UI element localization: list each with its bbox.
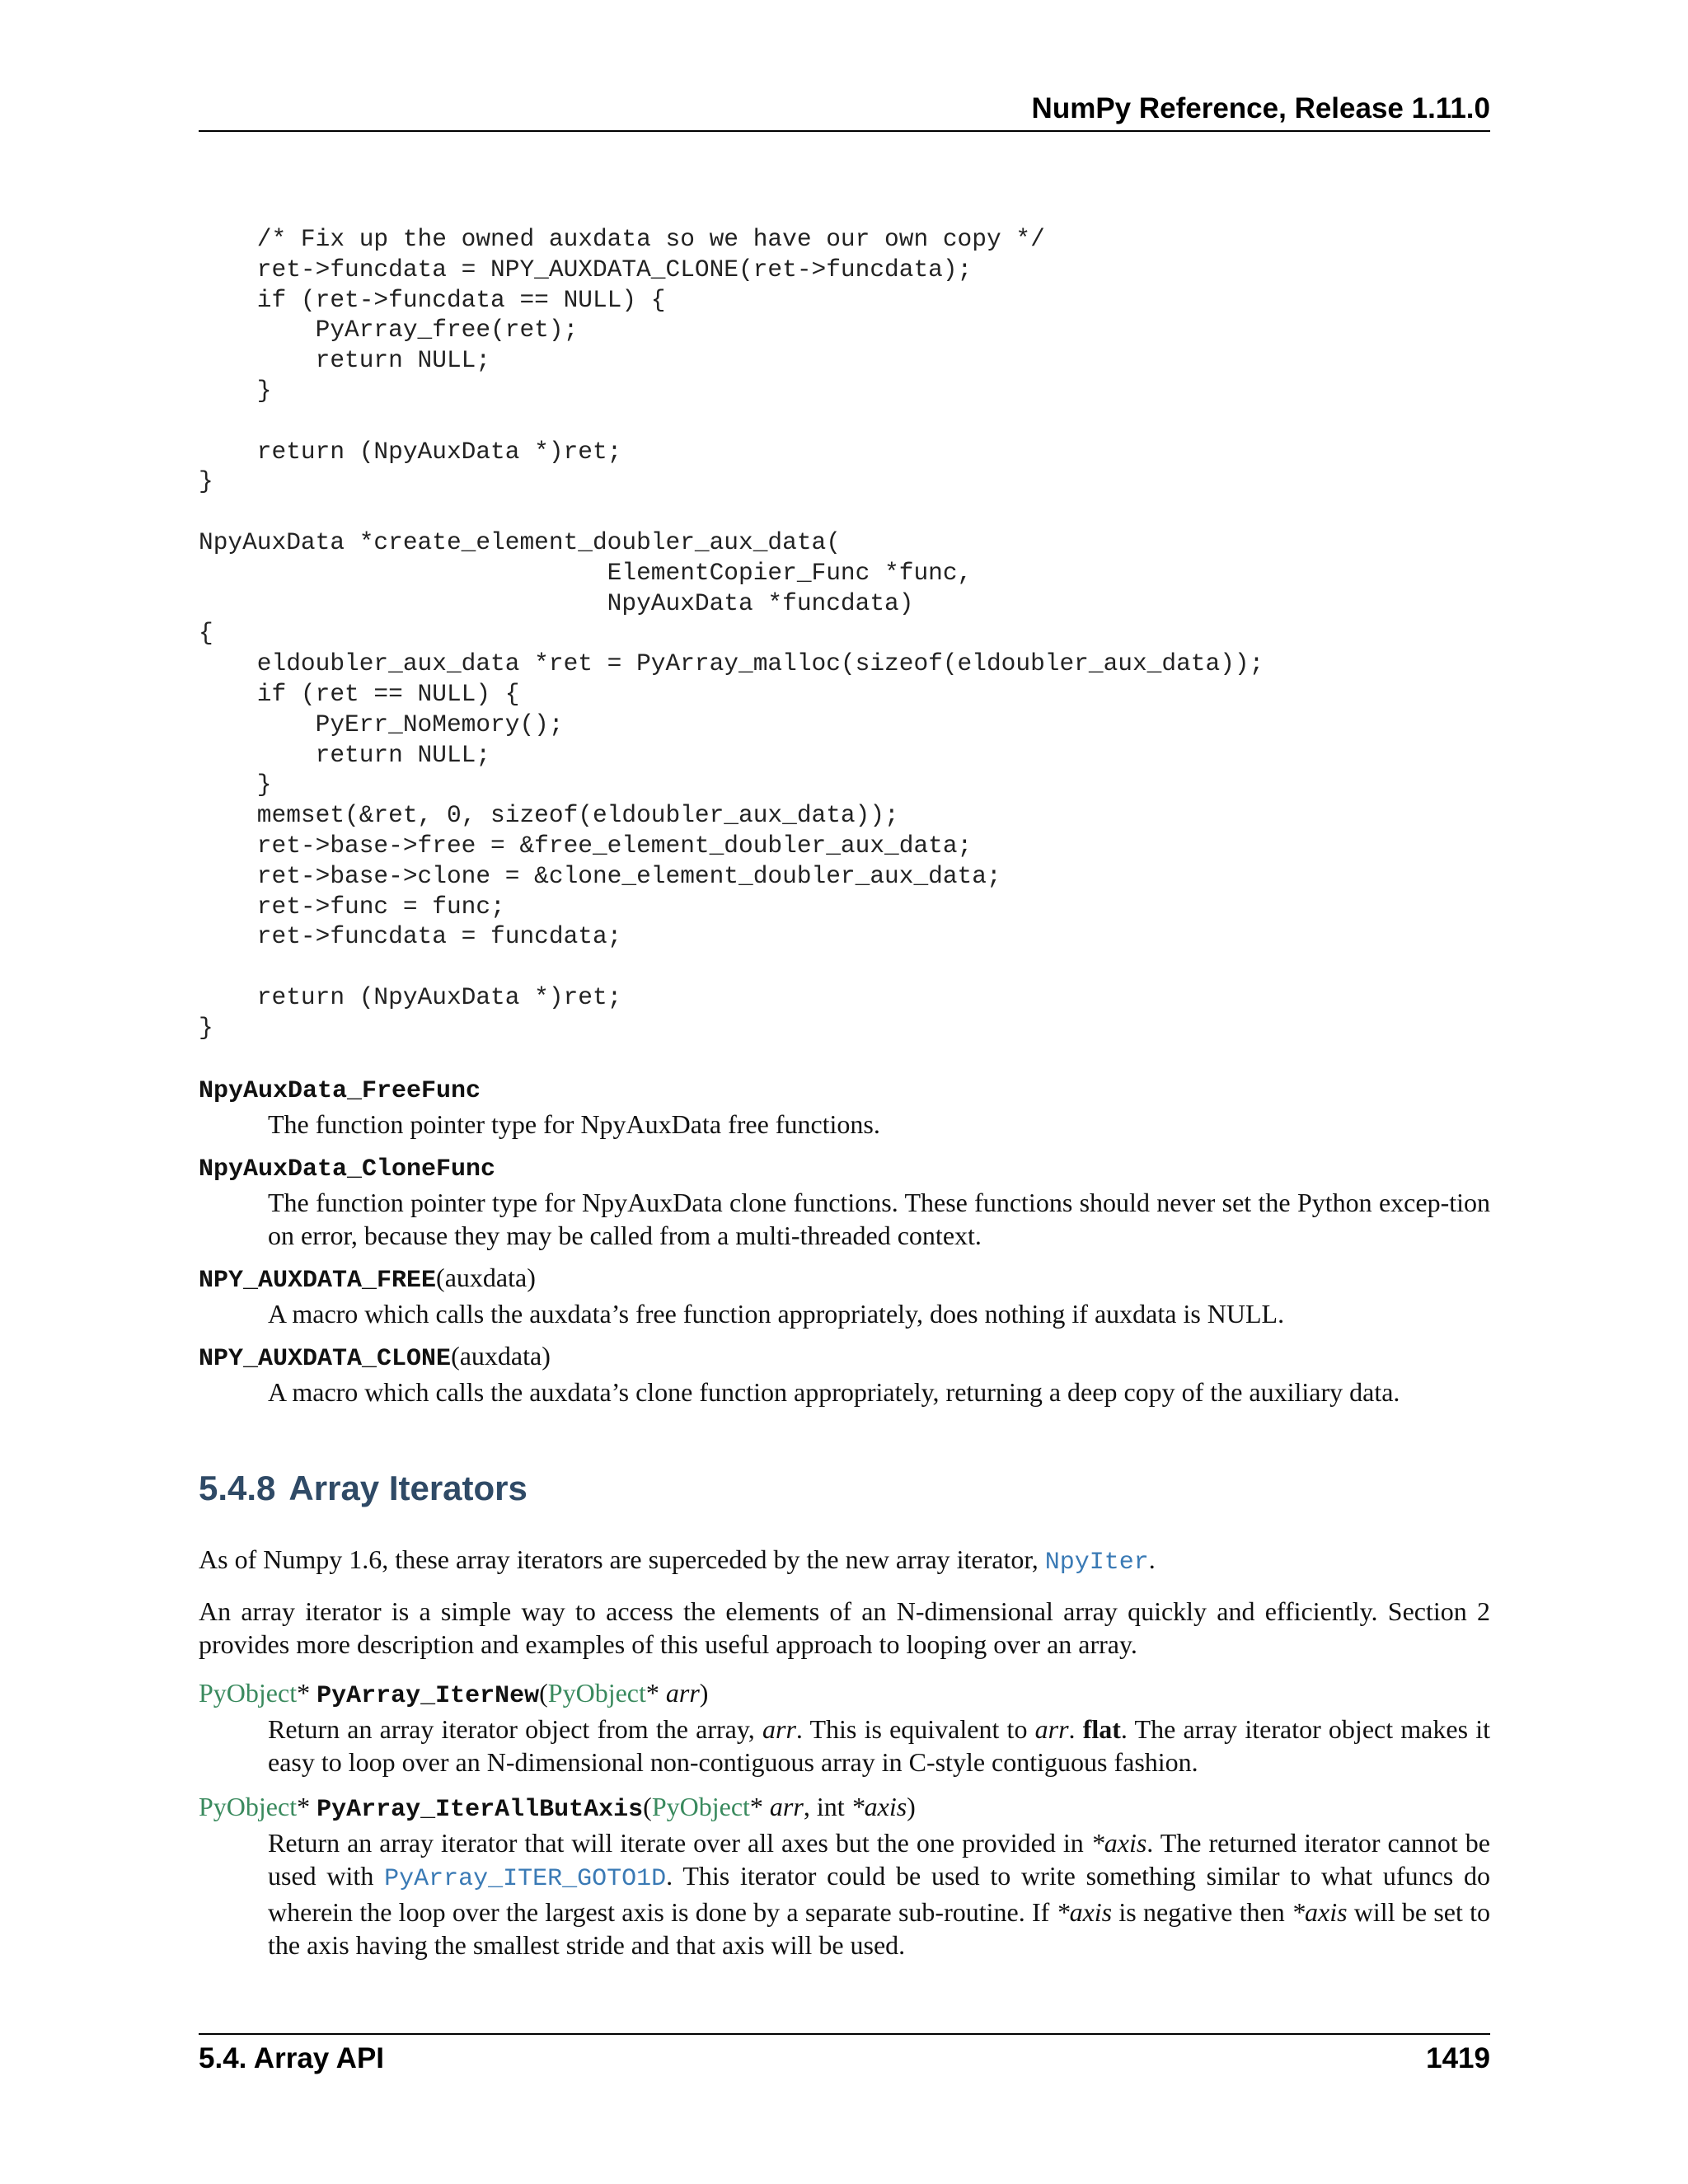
definition-name: NpyAuxData_CloneFunc bbox=[199, 1155, 496, 1183]
code-line bbox=[199, 952, 1264, 982]
desc-text: is negative then bbox=[1112, 1897, 1292, 1927]
code-line bbox=[199, 406, 1264, 437]
running-footer bbox=[199, 2042, 1490, 2075]
function-name: PyArray_IterAllButAxis bbox=[316, 1796, 644, 1824]
page-number: 1419 bbox=[1426, 2042, 1490, 2074]
definition-name: NpyAuxData_FreeFunc bbox=[199, 1077, 481, 1105]
paren-open: ( bbox=[539, 1678, 548, 1708]
paragraph-text: . bbox=[1148, 1544, 1156, 1574]
code-line: ret->func = func; bbox=[199, 892, 505, 921]
arg-star: * bbox=[645, 1678, 666, 1708]
definition-description: The function pointer type for NpyAuxData clone functions. These functions should never set the Python excep-tion on error, because they may be called from a multi-threaded context. bbox=[268, 1188, 1490, 1250]
desc-axis: *axis bbox=[1090, 1828, 1147, 1858]
code-line: PyArray_free(ret); bbox=[199, 316, 579, 344]
code-line: eldoubler_aux_data *ret = PyArray_malloc(sizeof(eldoubler_aux_data)); bbox=[199, 649, 1264, 678]
desc-text: . This is equivalent to bbox=[795, 1714, 1035, 1744]
code-block bbox=[199, 224, 1264, 1043]
paren-open: ( bbox=[643, 1792, 652, 1821]
desc-flat: flat bbox=[1082, 1714, 1121, 1744]
code-line: } bbox=[199, 467, 213, 496]
code-line: } bbox=[199, 771, 272, 799]
code-line: return NULL; bbox=[199, 740, 491, 769]
code-line: PyErr_NoMemory(); bbox=[199, 710, 564, 738]
desc-text: will be set to the axis having the smallest stride and that axis will be used. bbox=[268, 1897, 1491, 1960]
definition-name: NPY_AUXDATA_CLONE bbox=[199, 1345, 452, 1373]
desc-arr: arr bbox=[762, 1714, 796, 1744]
paren-close: ) bbox=[699, 1678, 709, 1708]
npyiter-link[interactable]: NpyIter bbox=[1044, 1549, 1149, 1577]
code-line: if (ret == NULL) { bbox=[199, 679, 520, 708]
definition-description: A macro which calls the auxdata’s free function appropriately, does nothing if auxdata is NULL. bbox=[268, 1299, 1285, 1329]
code-line: /* Fix up the owned auxdata so we have our own copy */ bbox=[199, 225, 1045, 253]
arg2-name: *axis bbox=[851, 1792, 907, 1821]
code-line: NpyAuxData *funcdata) bbox=[199, 588, 914, 617]
function-signature bbox=[199, 1790, 1490, 1826]
code-line: ret->funcdata = funcdata; bbox=[199, 922, 622, 951]
intro-paragraph bbox=[199, 1543, 1490, 1579]
definition-description: The function pointer type for NpyAuxData free functions. bbox=[268, 1109, 880, 1139]
section-title: Array Iterators bbox=[288, 1469, 528, 1507]
definition-args: (auxdata) bbox=[451, 1341, 551, 1371]
return-type-link[interactable]: PyObject bbox=[199, 1678, 298, 1708]
paragraph-text: As of Numpy 1.6, these array iterators are superceded by the new array iterator, bbox=[199, 1544, 1045, 1574]
code-line: ret->base->free = &free_element_doubler_aux_data; bbox=[199, 831, 973, 860]
iter-goto1d-link[interactable]: PyArray_ITER_GOTO1D bbox=[384, 1865, 667, 1893]
code-line: NpyAuxData *create_element_doubler_aux_data( bbox=[199, 527, 841, 556]
footer-section: 5.4. Array API bbox=[199, 2042, 385, 2074]
definition-signature bbox=[199, 1071, 1490, 1108]
definition-free-func bbox=[199, 1071, 1490, 1141]
code-line: return (NpyAuxData *)ret; bbox=[199, 982, 622, 1011]
function-name: PyArray_IterNew bbox=[316, 1682, 540, 1710]
definition-signature bbox=[199, 1150, 1490, 1186]
function-iterallbutaxis bbox=[199, 1790, 1490, 1961]
function-signature bbox=[199, 1676, 1490, 1713]
code-line: if (ret->funcdata == NULL) { bbox=[199, 285, 666, 314]
desc-arr: arr bbox=[1034, 1714, 1069, 1744]
header-rule bbox=[199, 130, 1490, 132]
desc-text: . This iterator could be used to write something similar to what ufuncs do wherein the loop over the largest axis is done by a separate sub-routine. If bbox=[268, 1861, 1490, 1927]
code-line: ElementCopier_Func *func, bbox=[199, 558, 973, 587]
section-body bbox=[199, 1543, 1490, 1973]
section-number: 5.4.8 bbox=[199, 1469, 276, 1507]
desc-text: . bbox=[1068, 1714, 1083, 1744]
code-line: ret->funcdata = NPY_AUXDATA_CLONE(ret->funcdata); bbox=[199, 255, 973, 284]
code-line: ret->base->clone = &clone_element_doubler_aux_data; bbox=[199, 861, 1001, 890]
description-paragraph: An array iterator is a simple way to access the elements of an N-dimensional array quickly and efficiently. Section 2 provides more description and examples of this useful approach to looping over an array. bbox=[199, 1596, 1490, 1659]
paren-close: ) bbox=[907, 1792, 916, 1821]
definition-args: (auxdata) bbox=[436, 1263, 536, 1292]
arg-type-link[interactable]: PyObject bbox=[651, 1792, 750, 1821]
section-heading bbox=[199, 1469, 528, 1508]
document-page bbox=[199, 0, 1490, 2184]
definition-signature bbox=[199, 1339, 1490, 1376]
pointer-star: * bbox=[297, 1678, 311, 1708]
arg-name: arr bbox=[665, 1678, 700, 1708]
definition-auxdata-free bbox=[199, 1261, 1490, 1330]
code-line: memset(&ret, 0, sizeof(eldoubler_aux_data)); bbox=[199, 801, 899, 830]
function-description bbox=[268, 1826, 1490, 1961]
code-line bbox=[199, 497, 1264, 527]
definition-list bbox=[199, 1071, 1490, 1418]
return-type-link[interactable]: PyObject bbox=[199, 1792, 298, 1821]
arg-type-link[interactable]: PyObject bbox=[547, 1678, 646, 1708]
definition-description: A macro which calls the auxdata’s clone function appropriately, returning a deep copy of the auxiliary data. bbox=[268, 1377, 1400, 1407]
definition-name: NPY_AUXDATA_FREE bbox=[199, 1267, 437, 1295]
definition-signature bbox=[199, 1261, 1490, 1297]
code-line: { bbox=[199, 619, 213, 648]
desc-axis: *axis bbox=[1056, 1897, 1113, 1927]
code-line: return NULL; bbox=[199, 346, 491, 375]
desc-axis: *axis bbox=[1292, 1897, 1348, 1927]
desc-text: Return an array iterator that will iterate over all axes but the one provided in bbox=[268, 1828, 1091, 1858]
arg-name: arr bbox=[769, 1792, 804, 1821]
footer-rule bbox=[199, 2033, 1490, 2035]
running-header: NumPy Reference, Release 1.11.0 bbox=[1031, 92, 1490, 124]
definition-auxdata-clone bbox=[199, 1339, 1490, 1408]
code-line: } bbox=[199, 1013, 213, 1042]
arg-separator: , int bbox=[803, 1792, 851, 1821]
function-description bbox=[268, 1713, 1490, 1779]
definition-clone-func bbox=[199, 1150, 1490, 1252]
desc-text: . The array iterator object makes it easy to loop over an N-dimensional non-contiguous array in C-style contiguous fashion. bbox=[268, 1714, 1491, 1777]
desc-text: Return an array iterator object from the array, bbox=[268, 1714, 762, 1744]
desc-text: . The returned iterator cannot be used with bbox=[268, 1828, 1491, 1891]
code-line: return (NpyAuxData *)ret; bbox=[199, 437, 622, 466]
pointer-star: * bbox=[297, 1792, 311, 1821]
function-iternew bbox=[199, 1676, 1490, 1779]
code-line: } bbox=[199, 376, 272, 405]
arg-star: * bbox=[749, 1792, 770, 1821]
